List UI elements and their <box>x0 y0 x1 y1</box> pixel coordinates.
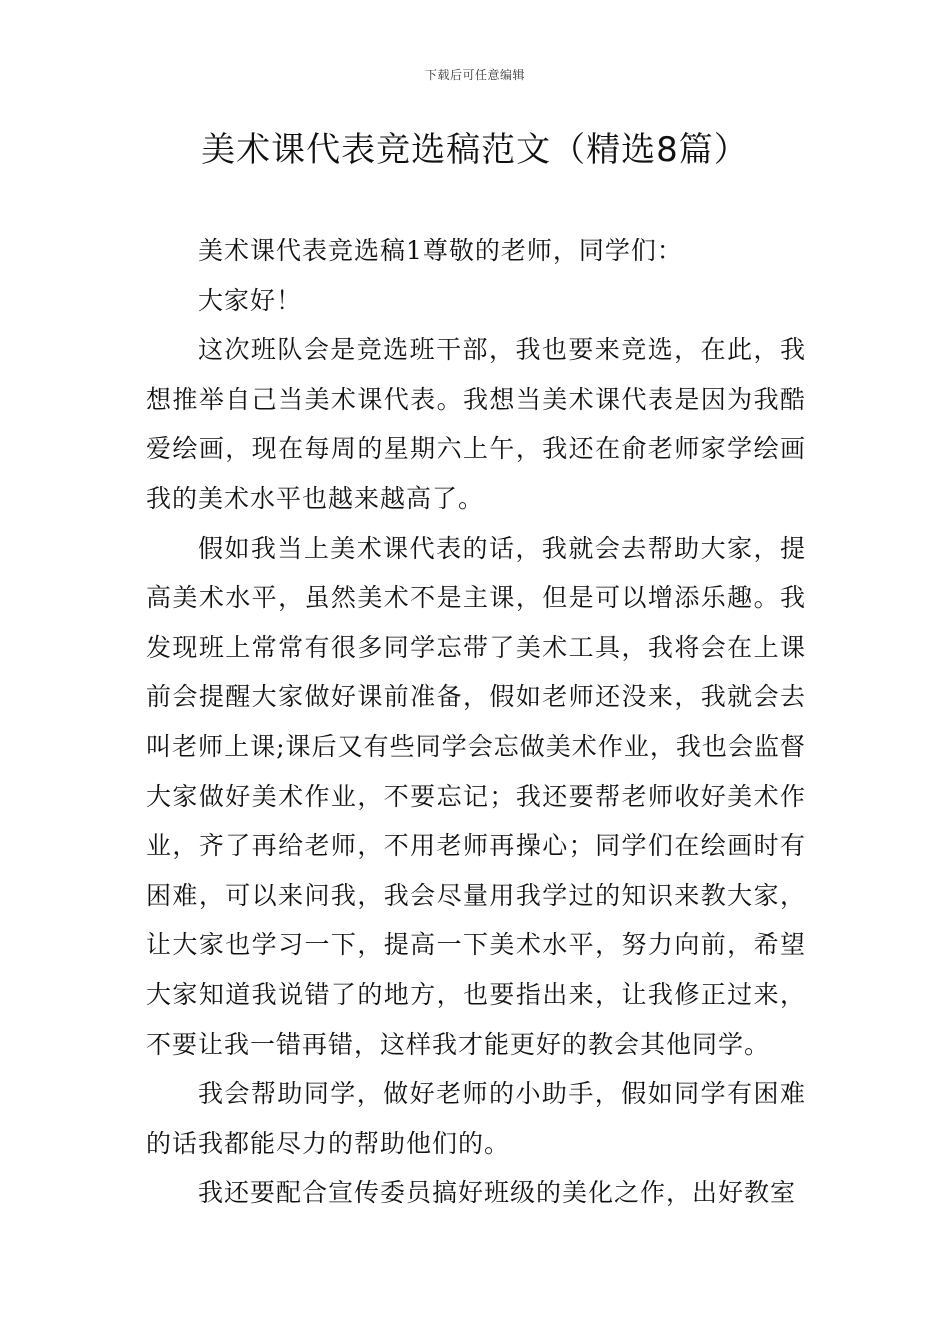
paragraph <box>146 325 806 523</box>
paragraph-line: 困难，可以来问我，我会尽量用我学过的知识来教大家， <box>146 880 806 910</box>
paragraph-list <box>146 226 806 1218</box>
paragraph-line: 发现班上常常有很多同学忘带了美术工具，我将会在上课 <box>146 632 806 662</box>
paragraph-line: 不要让我一错再错，这样我才能更好的教会其他同学。 <box>146 1029 771 1059</box>
paragraph-line: 大家好！ <box>198 285 303 315</box>
paragraph-line: 我会帮助同学，做好老师的小助手，假如同学有困难 <box>198 1079 806 1109</box>
paragraph-line: 我的美术水平也越来越高了。 <box>146 483 485 513</box>
paragraph <box>146 276 806 326</box>
paragraph-line: 这次班队会是竞选班干部，我也要来竞选，在此，我 <box>198 335 806 365</box>
document-title: 美术课代表竞选稿范文（精选8篇） <box>201 130 749 170</box>
document-body <box>146 226 806 1218</box>
paragraph-line: 叫老师上课;课后又有些同学会忘做美术作业，我也会监督 <box>146 731 806 761</box>
paragraph-line: 美术课代表竞选稿1尊敬的老师，同学们： <box>198 236 683 265</box>
paragraph <box>146 524 806 1070</box>
paragraph <box>146 1069 806 1168</box>
paragraph-line: 大家做好美术作业，不要忘记；我还要帮老师收好美术作 <box>146 781 806 811</box>
paragraph <box>146 226 806 276</box>
paragraph-line: 想推举自己当美术课代表。我想当美术课代表是因为我酷 <box>146 384 806 414</box>
paragraph-line: 大家知道我说错了的地方，也要指出来，让我修正过来， <box>146 979 806 1009</box>
paragraph <box>146 1168 806 1218</box>
paragraph-line: 业，齐了再给老师，不用老师再操心；同学们在绘画时有 <box>146 831 806 861</box>
paragraph-line: 让大家也学习一下，提高一下美术水平，努力向前，希望 <box>146 930 806 960</box>
paragraph-line: 高美术水平，虽然美术不是主课，但是可以增添乐趣。我 <box>146 583 806 613</box>
paragraph-line: 前会提醒大家做好课前准备，假如老师还没来，我就会去 <box>146 682 806 712</box>
paragraph-line: 假如我当上美术课代表的话，我就会去帮助大家，提 <box>198 533 806 563</box>
paragraph-line: 的话我都能尽力的帮助他们的。 <box>146 1128 511 1158</box>
paragraph-line: 爱绘画，现在每周的星期六上午，我还在俞老师家学绘画 <box>146 434 806 464</box>
paragraph-line: 我还要配合宣传委员搞好班级的美化之作，出好教室 <box>198 1178 797 1208</box>
header-note: 下载后可任意编辑 <box>424 68 525 82</box>
